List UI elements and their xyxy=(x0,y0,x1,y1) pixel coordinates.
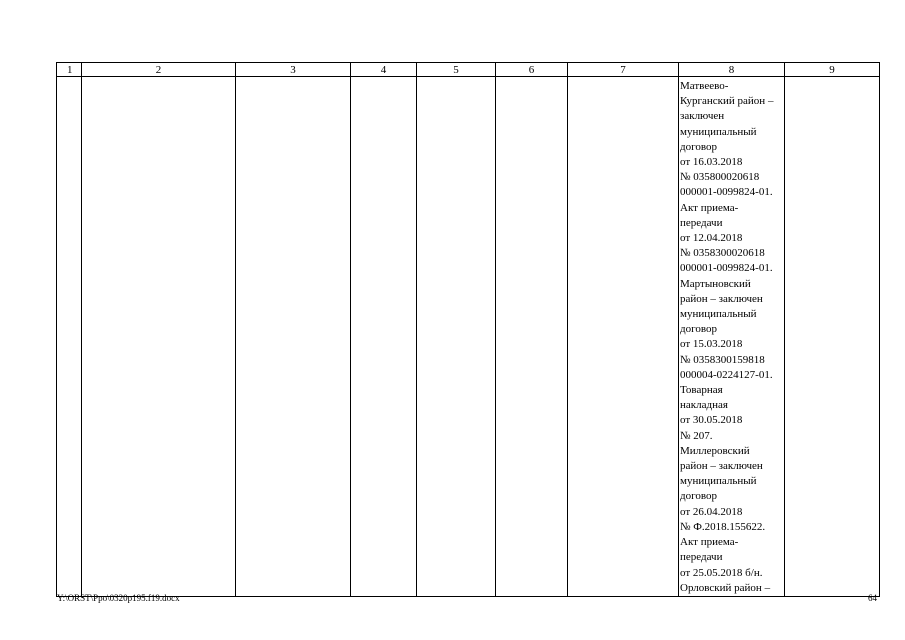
text-line: Матвеево- xyxy=(680,80,729,92)
text-line: муниципальный xyxy=(680,308,757,321)
column-header-3: 3 xyxy=(236,63,351,77)
text-line: накладная xyxy=(680,399,728,412)
column-header-8: 8 xyxy=(679,63,785,77)
text-line: Курганский район – xyxy=(680,95,774,108)
text-line: № 207. xyxy=(680,429,713,442)
text-line: № 0358300020618 xyxy=(680,247,765,260)
text-line: от 25.05.2018 б/н. xyxy=(680,566,763,579)
column-header-4: 4 xyxy=(351,63,417,77)
table-cell-col6 xyxy=(496,77,568,597)
text-line: муниципальный xyxy=(680,125,757,138)
text-line: передачи xyxy=(680,216,723,229)
column-header-7: 7 xyxy=(568,63,679,77)
footer-file-path: Y:\ORST\Ppo\0320p195.f19.docx xyxy=(57,593,180,603)
text-line: договор xyxy=(680,323,717,336)
text-line: от 30.05.2018 xyxy=(680,414,743,427)
text-line: заключен xyxy=(680,110,725,123)
table-cell-col5 xyxy=(417,77,496,597)
header-row xyxy=(57,63,880,77)
text-line: 000001-0099824-01. xyxy=(680,262,773,275)
text-line: Миллеровский xyxy=(680,444,750,457)
text-line: от 16.03.2018 xyxy=(680,156,743,169)
text-line: 000001-0099824-01. xyxy=(680,186,773,199)
text-line: Акт приема- xyxy=(680,201,739,214)
table-cell-col3 xyxy=(236,77,351,597)
contract-details-text xyxy=(679,77,784,596)
text-line: Товарная xyxy=(680,384,723,397)
text-line: муниципальный xyxy=(680,475,757,488)
text-line: № 0358300159818 xyxy=(680,353,765,366)
text-line: от 26.04.2018 xyxy=(680,505,743,518)
text-line: передачи xyxy=(680,551,723,564)
text-line: от 12.04.2018 xyxy=(680,232,743,245)
text-line: Мартыновский xyxy=(680,277,751,290)
column-header-5: 5 xyxy=(417,63,496,77)
text-line: Акт приема- xyxy=(680,536,739,549)
column-header-9: 9 xyxy=(785,63,880,77)
text-line: № 035800020618 xyxy=(680,171,760,184)
text-line: от 15.03.2018 xyxy=(680,338,743,351)
footer-page-number: 64 xyxy=(868,593,877,603)
table-cell-col8 xyxy=(679,77,785,597)
table-cell-col1 xyxy=(57,77,82,597)
text-line: Орловский район – xyxy=(680,581,771,594)
column-header-2: 2 xyxy=(82,63,236,77)
document-table xyxy=(56,62,880,597)
text-line: № Ф.2018.155622. xyxy=(680,520,766,533)
table-cell-col4 xyxy=(351,77,417,597)
table-cell-col2 xyxy=(82,77,236,597)
text-line: договор xyxy=(680,140,717,153)
table-cell-col7 xyxy=(568,77,679,597)
column-header-1: 1 xyxy=(57,63,82,77)
text-line: район – заключен xyxy=(680,460,763,473)
text-line: 000004-0224127-01. xyxy=(680,368,773,381)
table-cell-col9 xyxy=(785,77,880,597)
table-row xyxy=(57,77,880,597)
text-line: договор xyxy=(680,490,717,503)
text-line: район – заключен xyxy=(680,292,763,305)
column-header-6: 6 xyxy=(496,63,568,77)
